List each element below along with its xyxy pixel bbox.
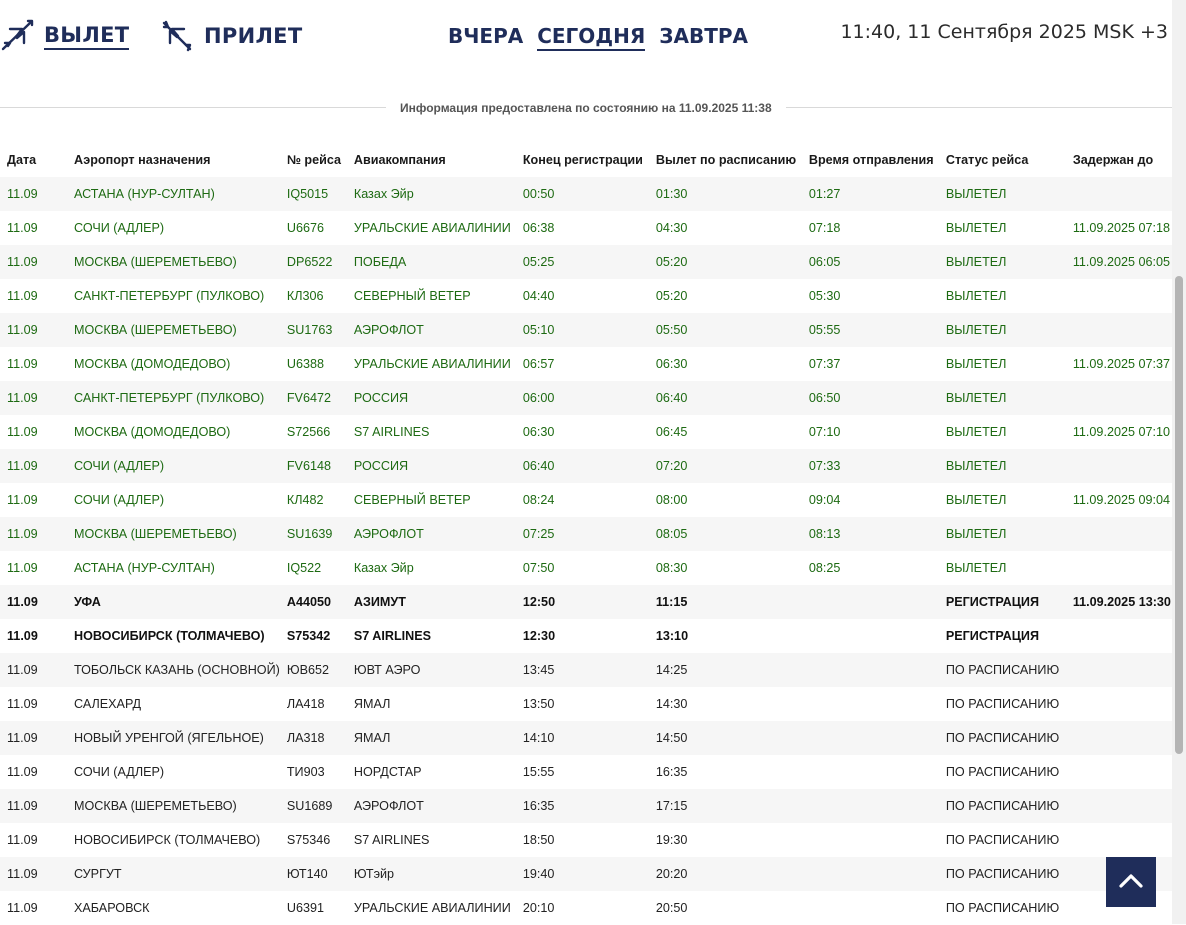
cell-actual: 01:27 (808, 187, 841, 201)
cell-airport: МОСКВА (ДОМОДЕДОВО) (74, 357, 231, 371)
cell-delayed-until (1066, 789, 1172, 823)
cell-flight-number: FV6472 (286, 391, 331, 405)
cell-airline: Казах Эйр (353, 561, 414, 575)
cell-scheduled: 06:30 (655, 357, 688, 371)
cell-actual: 08:25 (808, 561, 841, 575)
cell-airline: НОРДСТАР (353, 765, 422, 779)
cell-actual: 09:04 (808, 493, 841, 507)
cell-date: 11.09 (7, 663, 38, 677)
cell-airport: НОВОСИБИРСК (ТОЛМАЧЕВО) (74, 833, 261, 847)
cell-delayed-until: 11.09.2025 09:04 (1072, 493, 1170, 507)
info-updated-text: Информация предоставлена по состоянию на 11.09.2025 11:38 (386, 101, 786, 115)
cell-flight-number: SU1639 (286, 527, 333, 541)
table-row (0, 211, 1172, 245)
scroll-to-top-button[interactable] (1106, 857, 1156, 907)
cell-flight-number: ЮТ140 (286, 867, 328, 881)
cell-airport: САНКТ-ПЕТЕРБУРГ (ПУЛКОВО) (74, 289, 265, 303)
cell-flight-number: DP6522 (286, 255, 333, 269)
cell-status: ВЫЛЕТЕЛ (945, 527, 1007, 541)
cell-airline: ЯМАЛ (353, 697, 391, 711)
cell-actual: 07:10 (808, 425, 841, 439)
cell-airline: S7 AIRLINES (353, 629, 432, 643)
cell-flight-number: ЛА418 (286, 697, 325, 711)
cell-airport: УФА (74, 595, 101, 609)
table-row (0, 347, 1172, 381)
arrivals-label[interactable]: ПРИЛЕТ (204, 24, 303, 48)
cell-airport: СОЧИ (АДЛЕР) (74, 459, 165, 473)
cell-flight-number: КЛ306 (286, 289, 324, 303)
cell-scheduled: 04:30 (655, 221, 688, 235)
cell-actual: 06:50 (808, 391, 841, 405)
departures-toggle[interactable] (0, 19, 129, 53)
column-header-date: Дата (7, 153, 37, 167)
table-row (0, 687, 1172, 721)
cell-date: 11.09 (7, 221, 38, 235)
cell-status: РЕГИСТРАЦИЯ (945, 595, 1040, 609)
cell-airline: S7 AIRLINES (353, 833, 430, 847)
cell-delayed-until: 11.09.2025 07:18 (1072, 221, 1170, 235)
cell-airline: S7 AIRLINES (353, 425, 430, 439)
cell-airport: САЛЕХАРД (74, 697, 142, 711)
cell-registration-end: 20:10 (522, 901, 555, 915)
cell-registration-end: 07:50 (522, 561, 555, 575)
cell-actual: 05:30 (808, 289, 841, 303)
cell-flight-number: S75346 (286, 833, 331, 847)
cell-actual (802, 687, 939, 721)
table-row (0, 619, 1172, 653)
cell-scheduled: 05:20 (655, 289, 688, 303)
cell-scheduled: 07:20 (655, 459, 688, 473)
table-row (0, 517, 1172, 551)
cell-scheduled: 06:40 (655, 391, 688, 405)
cell-status: ПО РАСПИСАНИЮ (945, 765, 1060, 779)
cell-status: ПО РАСПИСАНИЮ (945, 833, 1060, 847)
cell-registration-end: 06:00 (522, 391, 555, 405)
cell-actual: 08:13 (808, 527, 841, 541)
cell-actual: 07:33 (808, 459, 841, 473)
cell-date: 11.09 (7, 765, 38, 779)
table-row (0, 789, 1172, 823)
cell-status: ПО РАСПИСАНИЮ (945, 799, 1060, 813)
column-header-registration-end: Конец регистрации (522, 153, 643, 167)
cell-status: ПО РАСПИСАНИЮ (945, 697, 1060, 711)
table-row (0, 279, 1172, 313)
table-row (0, 891, 1172, 925)
cell-delayed-until (1066, 177, 1172, 211)
cell-airline: УРАЛЬСКИЕ АВИАЛИНИИ (353, 357, 511, 371)
scrollbar-thumb[interactable] (1175, 276, 1183, 754)
cell-actual (802, 857, 939, 891)
cell-delayed-until (1066, 687, 1172, 721)
cell-status: ВЫЛЕТЕЛ (945, 255, 1007, 269)
cell-scheduled: 20:50 (655, 901, 688, 915)
cell-airline: АЭРОФЛОТ (353, 799, 424, 813)
cell-flight-number: S75342 (286, 629, 331, 643)
cell-registration-end: 05:25 (522, 255, 555, 269)
cell-airline: СЕВЕРНЫЙ ВЕТЕР (353, 289, 471, 303)
cell-airline: УРАЛЬСКИЕ АВИАЛИНИИ (353, 901, 511, 915)
cell-registration-end: 06:30 (522, 425, 555, 439)
table-row (0, 755, 1172, 789)
cell-scheduled: 08:30 (655, 561, 688, 575)
top-bar (0, 0, 1172, 70)
cell-actual (802, 721, 939, 755)
column-header-flight: № рейса (286, 153, 341, 167)
table-row (0, 381, 1172, 415)
cell-scheduled: 16:35 (655, 765, 688, 779)
cell-date: 11.09 (7, 391, 38, 405)
cell-delayed-until (1066, 517, 1172, 551)
cell-airline: РОССИЯ (353, 391, 409, 405)
cell-airline: ЯМАЛ (353, 731, 391, 745)
table-row (0, 313, 1172, 347)
cell-actual (802, 755, 939, 789)
cell-date: 11.09 (7, 459, 38, 473)
cell-date: 11.09 (7, 867, 38, 881)
cell-flight-number: S72566 (286, 425, 331, 439)
cell-flight-number: ЮВ652 (286, 663, 329, 677)
cell-registration-end: 18:50 (522, 833, 555, 847)
cell-flight-number: ЛА318 (286, 731, 325, 745)
cell-actual (802, 619, 939, 653)
cell-status: ВЫЛЕТЕЛ (945, 425, 1007, 439)
cell-flight-number: IQ5015 (286, 187, 329, 201)
cell-airport: МОСКВА (ШЕРЕМЕТЬЕВО) (74, 799, 237, 813)
cell-date: 11.09 (7, 697, 38, 711)
cell-airline: ПОБЕДА (353, 255, 407, 269)
cell-scheduled: 20:20 (655, 867, 688, 881)
column-header-scheduled: Вылет по расписанию (655, 153, 797, 167)
flights-table (0, 143, 1172, 925)
cell-airport: МОСКВА (ШЕРЕМЕТЬЕВО) (74, 323, 237, 337)
cell-delayed-until (1066, 755, 1172, 789)
cell-registration-end: 16:35 (522, 799, 555, 813)
cell-airport: МОСКВА (ДОМОДЕДОВО) (74, 425, 231, 439)
cell-scheduled: 17:15 (655, 799, 688, 813)
plane-landing-icon (160, 19, 194, 53)
cell-registration-end: 13:50 (522, 697, 555, 711)
cell-date: 11.09 (7, 357, 38, 371)
table-row (0, 585, 1172, 619)
table-row (0, 483, 1172, 517)
cell-registration-end: 08:24 (522, 493, 555, 507)
cell-status: ВЫЛЕТЕЛ (945, 187, 1007, 201)
cell-actual (802, 789, 939, 823)
cell-delayed-until (1066, 619, 1172, 653)
cell-scheduled: 14:30 (655, 697, 688, 711)
tab-tomorrow[interactable]: ЗАВТРА (659, 24, 748, 48)
cell-flight-number: U6388 (286, 357, 324, 371)
cell-airport: СУРГУТ (74, 867, 122, 881)
cell-date: 11.09 (7, 901, 38, 915)
cell-scheduled: 06:45 (655, 425, 688, 439)
cell-status: ПО РАСПИСАНИЮ (945, 663, 1060, 677)
cell-status: ВЫЛЕТЕЛ (945, 357, 1007, 371)
cell-actual (802, 891, 939, 925)
cell-scheduled: 13:10 (655, 629, 689, 643)
cell-status: ПО РАСПИСАНИЮ (945, 901, 1060, 915)
vertical-scrollbar[interactable] (1172, 0, 1186, 924)
cell-flight-number: SU1689 (286, 799, 333, 813)
chevron-up-icon (1119, 872, 1143, 893)
cell-airline: АЭРОФЛОТ (353, 323, 424, 337)
cell-actual: 06:05 (808, 255, 841, 269)
cell-flight-number: КЛ482 (286, 493, 324, 507)
cell-registration-end: 06:57 (522, 357, 555, 371)
cell-date: 11.09 (7, 323, 38, 337)
table-header-row (0, 143, 1172, 177)
cell-scheduled: 08:00 (655, 493, 688, 507)
cell-airline: СЕВЕРНЫЙ ВЕТЕР (353, 493, 471, 507)
cell-scheduled: 05:20 (655, 255, 688, 269)
cell-flight-number: IQ522 (286, 561, 322, 575)
cell-delayed-until (1066, 381, 1172, 415)
cell-date: 11.09 (7, 731, 38, 745)
cell-scheduled: 05:50 (655, 323, 688, 337)
cell-status: РЕГИСТРАЦИЯ (945, 629, 1040, 643)
cell-flight-number: U6676 (286, 221, 324, 235)
table-row (0, 823, 1172, 857)
cell-airport: СОЧИ (АДЛЕР) (74, 493, 165, 507)
cell-delayed-until (1066, 721, 1172, 755)
cell-delayed-until (1066, 551, 1172, 585)
cell-scheduled: 14:25 (655, 663, 688, 677)
cell-flight-number: U6391 (286, 901, 324, 915)
cell-date: 11.09 (7, 561, 38, 575)
cell-actual (802, 585, 939, 619)
table-row (0, 551, 1172, 585)
cell-registration-end: 12:50 (522, 595, 556, 609)
cell-date: 11.09 (7, 799, 38, 813)
plane-takeoff-icon (0, 19, 34, 53)
cell-actual: 07:37 (808, 357, 841, 371)
cell-date: 11.09 (7, 595, 38, 609)
flight-rows (0, 177, 1172, 925)
cell-delayed-until: 11.09.2025 07:10 (1072, 425, 1170, 439)
cell-status: ВЫЛЕТЕЛ (945, 493, 1007, 507)
cell-flight-number: ТИ903 (286, 765, 325, 779)
cell-actual (802, 823, 939, 857)
day-tabs (448, 24, 748, 51)
cell-date: 11.09 (7, 425, 38, 439)
column-header-delayed: Задержан до (1072, 153, 1154, 167)
cell-airline: УРАЛЬСКИЕ АВИАЛИНИИ (353, 221, 511, 235)
cell-delayed-until (1066, 653, 1172, 687)
cell-airport: МОСКВА (ШЕРЕМЕТЬЕВО) (74, 527, 237, 541)
cell-airport: САНКТ-ПЕТЕРБУРГ (ПУЛКОВО) (74, 391, 265, 405)
cell-airline: АЗИМУТ (353, 595, 406, 609)
cell-scheduled: 19:30 (655, 833, 688, 847)
cell-flight-number: A44050 (286, 595, 331, 609)
cell-scheduled: 14:50 (655, 731, 688, 745)
column-header-airport: Аэропорт назначения (74, 153, 211, 167)
cell-airline: Казах Эйр (353, 187, 414, 201)
cell-registration-end: 14:10 (522, 731, 555, 745)
cell-registration-end: 07:25 (522, 527, 555, 541)
cell-registration-end: 05:10 (522, 323, 555, 337)
table-row (0, 857, 1172, 891)
cell-date: 11.09 (7, 493, 38, 507)
cell-status: ВЫЛЕТЕЛ (945, 459, 1007, 473)
cell-airport: АСТАНА (НУР-СУЛТАН) (74, 187, 215, 201)
cell-date: 11.09 (7, 289, 38, 303)
cell-actual (802, 653, 939, 687)
arrivals-toggle[interactable] (160, 19, 302, 53)
cell-status: ВЫЛЕТЕЛ (945, 561, 1007, 575)
cell-flight-number: FV6148 (286, 459, 331, 473)
cell-airport: МОСКВА (ШЕРЕМЕТЬЕВО) (74, 255, 237, 269)
cell-actual: 07:18 (808, 221, 841, 235)
departures-label[interactable]: ВЫЛЕТ (44, 23, 129, 50)
cell-delayed-until (1066, 313, 1172, 347)
cell-scheduled: 11:15 (655, 595, 688, 609)
column-header-status: Статус рейса (945, 153, 1029, 167)
cell-registration-end: 15:55 (522, 765, 555, 779)
table-row (0, 449, 1172, 483)
cell-registration-end: 06:38 (522, 221, 555, 235)
cell-date: 11.09 (7, 833, 38, 847)
tab-yesterday[interactable]: ВЧЕРА (448, 24, 524, 48)
cell-status: ВЫЛЕТЕЛ (945, 289, 1007, 303)
cell-status: ВЫЛЕТЕЛ (945, 391, 1007, 405)
cell-airport: ТОБОЛЬСК КАЗАНЬ (ОСНОВНОЙ) (74, 663, 280, 677)
cell-actual: 05:55 (808, 323, 841, 337)
cell-airport: ХАБАРОВСК (74, 901, 150, 915)
cell-registration-end: 04:40 (522, 289, 555, 303)
cell-delayed-until: 11.09.2025 07:37 (1072, 357, 1170, 371)
cell-status: ПО РАСПИСАНИЮ (945, 731, 1060, 745)
column-header-airline: Авиакомпания (353, 153, 446, 167)
cell-registration-end: 13:45 (522, 663, 555, 677)
table-row (0, 653, 1172, 687)
cell-status: ПО РАСПИСАНИЮ (945, 867, 1060, 881)
cell-registration-end: 12:30 (522, 629, 556, 643)
cell-delayed-until (1066, 823, 1172, 857)
cell-airline: АЭРОФЛОТ (353, 527, 424, 541)
cell-airline: ЮТэйр (353, 867, 395, 881)
cell-delayed-until (1066, 449, 1172, 483)
cell-status: ВЫЛЕТЕЛ (945, 221, 1007, 235)
cell-scheduled: 08:05 (655, 527, 688, 541)
cell-airport: СОЧИ (АДЛЕР) (74, 765, 165, 779)
cell-delayed-until: 11.09.2025 13:30 (1072, 595, 1171, 609)
current-datetime: 11:40, 11 Сентября 2025 MSK +3 (840, 21, 1168, 43)
table-row (0, 721, 1172, 755)
cell-airline: РОССИЯ (353, 459, 409, 473)
cell-delayed-until (1066, 279, 1172, 313)
cell-airline: ЮВТ АЭРО (353, 663, 421, 677)
cell-date: 11.09 (7, 187, 38, 201)
cell-flight-number: SU1763 (286, 323, 333, 337)
tab-today[interactable]: СЕГОДНЯ (537, 24, 645, 51)
cell-airport: НОВЫЙ УРЕНГОЙ (ЯГЕЛЬНОЕ) (74, 731, 264, 745)
cell-delayed-until: 11.09.2025 06:05 (1072, 255, 1170, 269)
cell-date: 11.09 (7, 527, 38, 541)
cell-airport: СОЧИ (АДЛЕР) (74, 221, 165, 235)
table-row (0, 415, 1172, 449)
cell-airport: АСТАНА (НУР-СУЛТАН) (74, 561, 215, 575)
cell-registration-end: 06:40 (522, 459, 555, 473)
cell-scheduled: 01:30 (655, 187, 688, 201)
cell-date: 11.09 (7, 629, 38, 643)
column-header-actual: Время отправления (808, 153, 934, 167)
cell-status: ВЫЛЕТЕЛ (945, 323, 1007, 337)
cell-registration-end: 00:50 (522, 187, 555, 201)
cell-registration-end: 19:40 (522, 867, 555, 881)
table-row (0, 177, 1172, 211)
table-row (0, 245, 1172, 279)
cell-date: 11.09 (7, 255, 38, 269)
cell-airport: НОВОСИБИРСК (ТОЛМАЧЕВО) (74, 629, 265, 643)
